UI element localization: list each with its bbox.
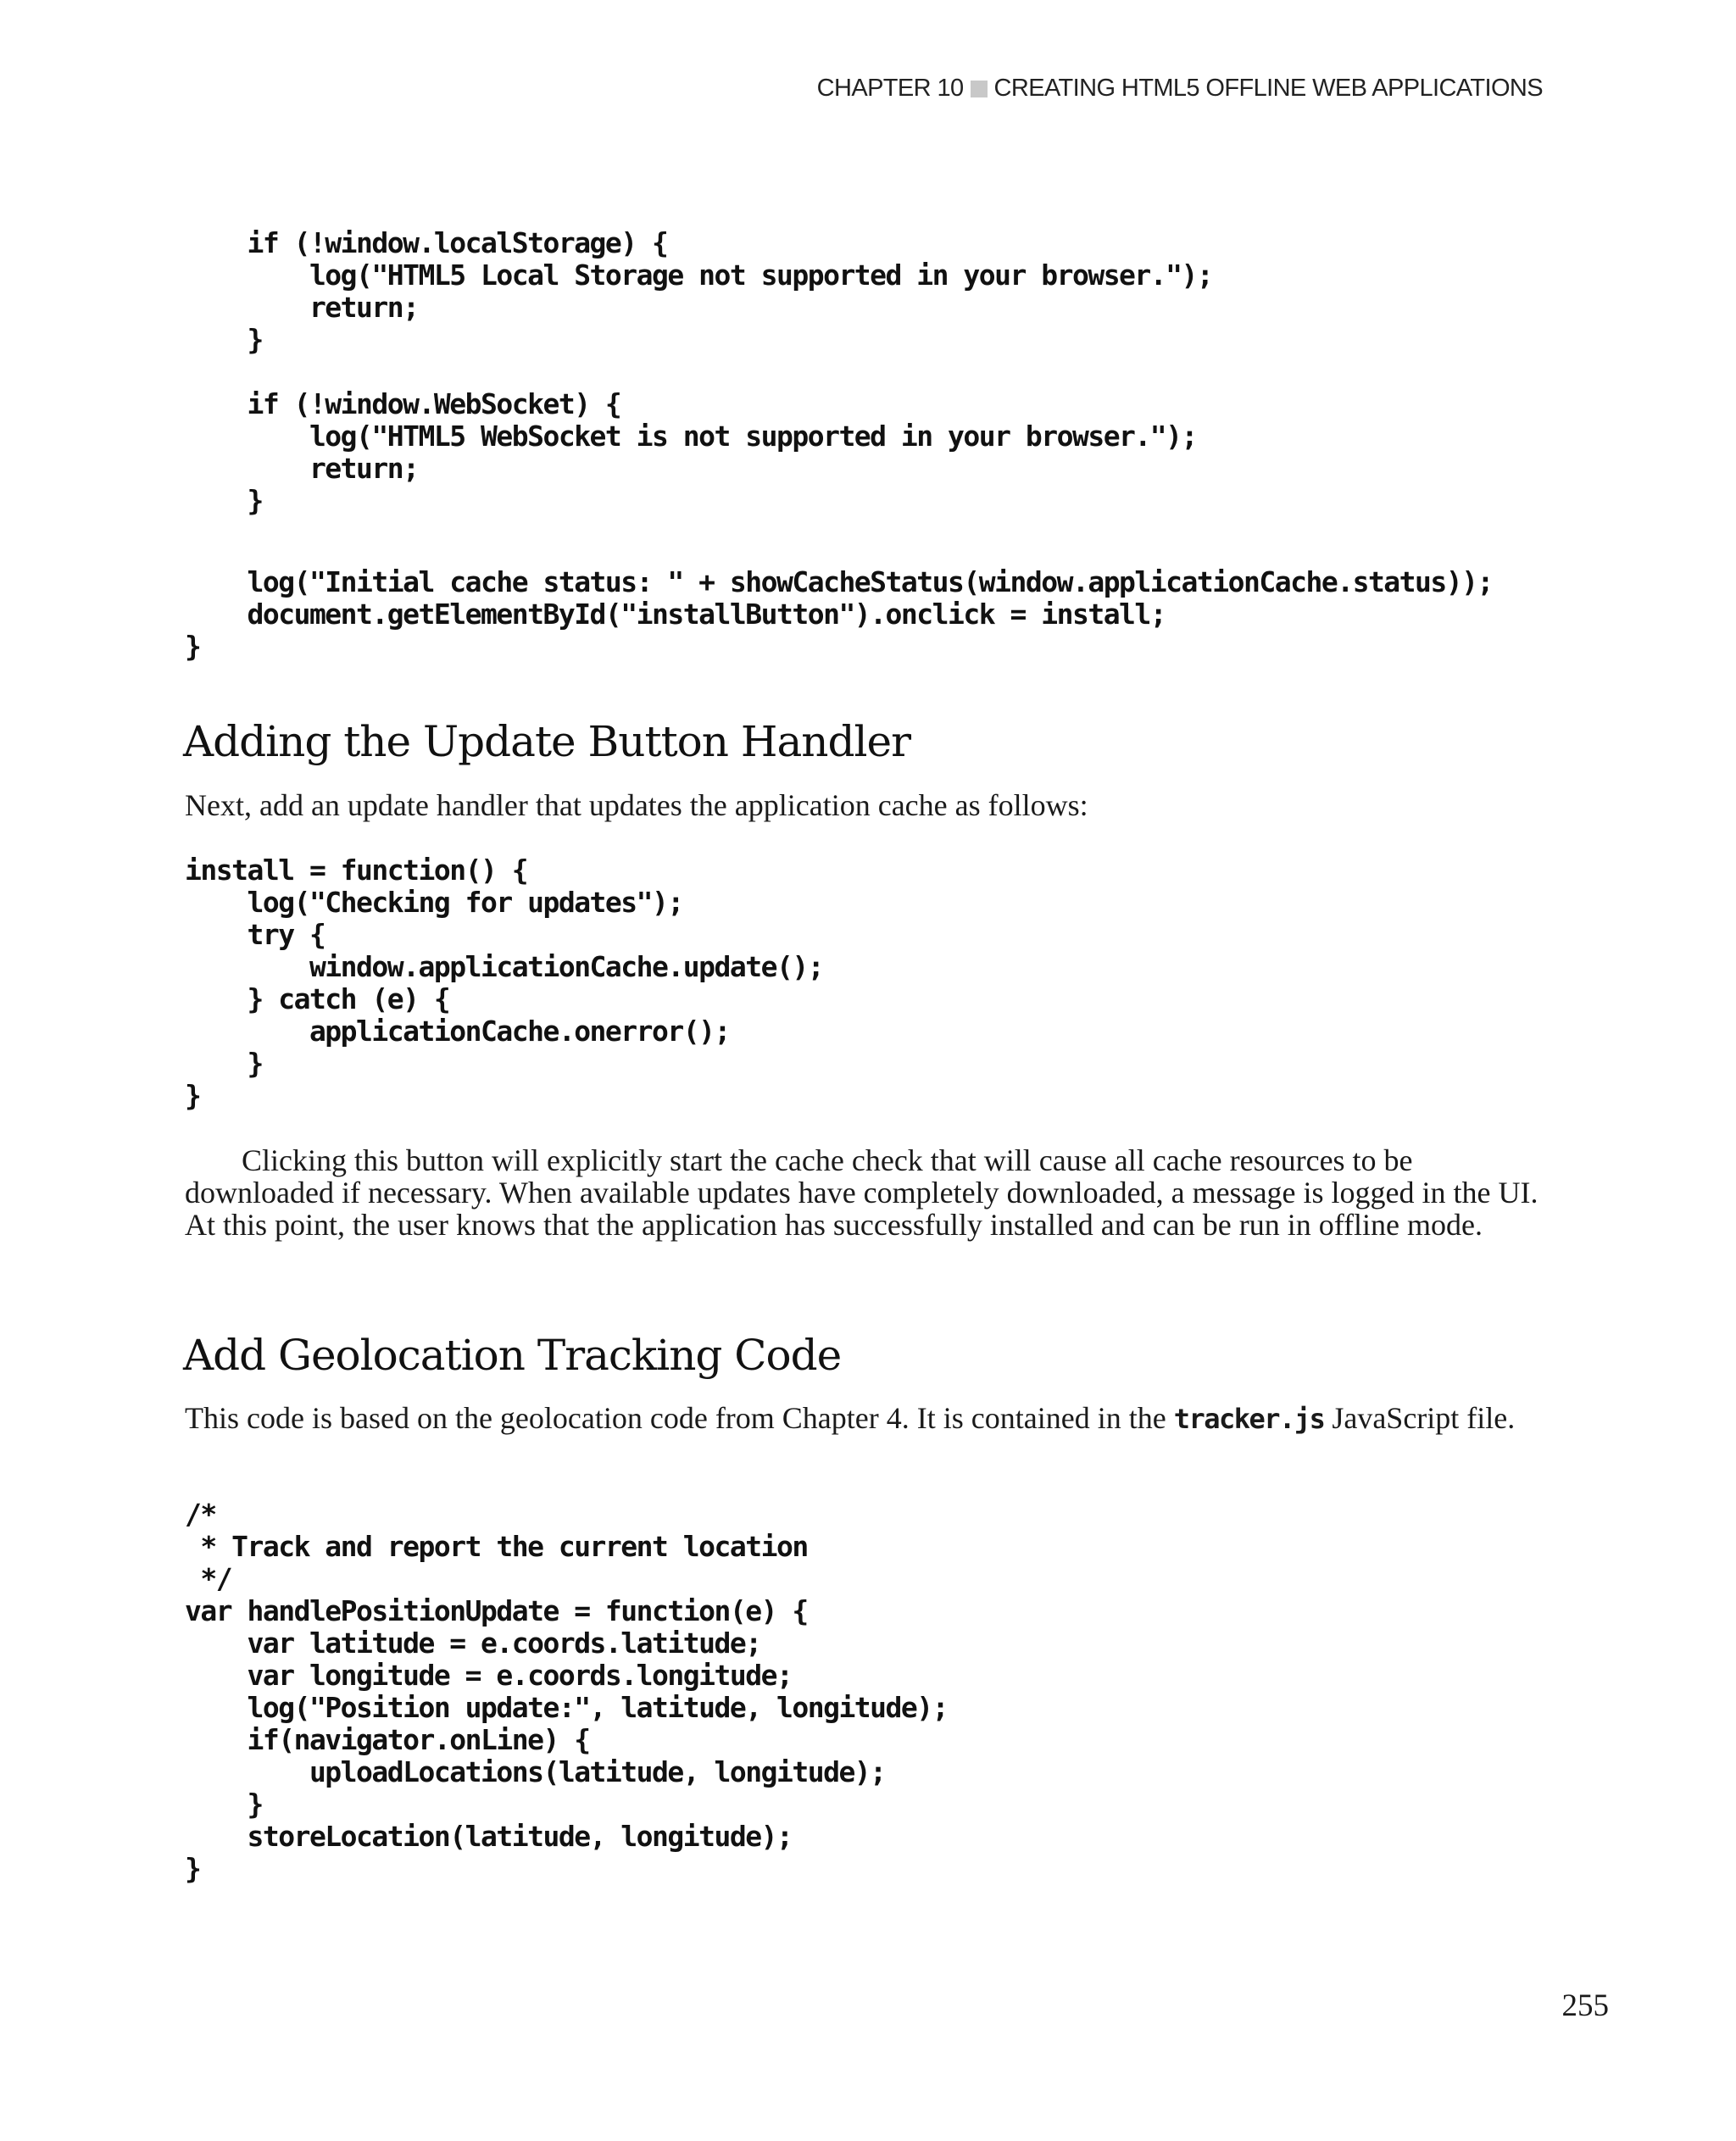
running-header [817, 75, 1543, 103]
inline-code-filename: tracker.js [1173, 1403, 1325, 1435]
separator-square-icon [971, 81, 988, 97]
code-block-feature-checks: if (!window.localStorage) { log("HTML5 Local Storage not supported in your browser."); return; } if (!window.WebSocket) { log("HTML5 WebSocket is not supported in your browser."); return; } [247, 226, 1213, 517]
chapter-title: CREATING HTML5 OFFLINE WEB APPLICATIONS [993, 75, 1543, 102]
section-heading-geolocation: Add Geolocation Tracking Code [183, 1331, 842, 1380]
code-block-tracker: /* * Track and report the current location */ var handlePositionUpdate = function(e) { var latitude = e.coords.latitude; var longitude = e.coords.longitude; log("Position update:", latitude, longitude); if(navigator.onLine) { uploadLocations(latitude, longitude); } storeLocation(latitude, longitude); } [185, 1498, 949, 1885]
code-block-init: log("Initial cache status: " + showCacheStatus(window.applicationCache.status)); document.getElementById("installButton").onclick = install; } [185, 565, 1493, 663]
section-heading-update-handler: Adding the Update Button Handler [183, 717, 910, 766]
chapter-label: CHAPTER 10 [816, 75, 964, 102]
section-intro-update-handler: Next, add an update handler that updates the application cache as follows: [185, 788, 1088, 822]
intro-text-before: This code is based on the geolocation code from Chapter 4. It is contained in the [185, 1401, 1174, 1435]
section-intro-geolocation [185, 1402, 1541, 1435]
code-block-install: install = function() { log("Checking for updates"); try { window.applicationCache.update(); } catch (e) { applicationCache.onerror(); } } [185, 854, 824, 1112]
body-paragraph: Clicking this button will explicitly start the cache check that will cause all cache resources to be downloaded if necessary. When available updates have completely downloaded, a message is logged in the UI. At this point, the user knows that the application has successfully installed and can be run in offline mode. [185, 1143, 1538, 1242]
intro-text-after: JavaScript file. [1324, 1401, 1516, 1435]
page-number: 255 [1561, 1988, 1609, 2023]
